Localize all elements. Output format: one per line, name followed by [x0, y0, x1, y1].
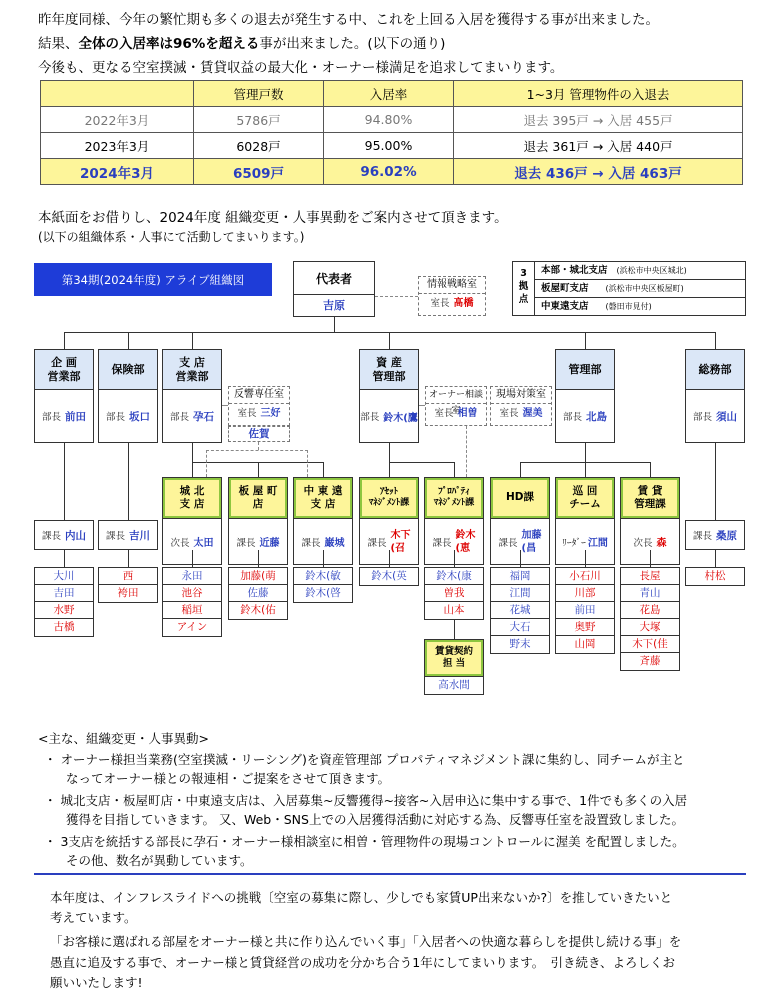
note-line: その他、数名が異動しています。	[66, 853, 253, 868]
table-row-highlight: 2024年3月 6509戸 96.02% 退去 436戸 → 入居 463戸	[41, 159, 743, 185]
sub-office-owner: オーナー相談室 室長 相曽	[425, 386, 487, 426]
strategy-office: 情報戦略室 室長 髙橋	[418, 276, 486, 316]
notes-heading: <主な、組織変更・人事異動>	[38, 731, 209, 746]
members-junkai: 小石川 川部 前田 奥野 山岡	[555, 567, 615, 654]
intro-line-1: 昨年度同様、今年の繁忙期も多くの退去が発生する中、これを上回る入居を獲得する事が出来ました。	[38, 12, 659, 28]
members-johoku: 永田 池谷 稲垣 アイン	[162, 567, 222, 637]
section-johoku: 城 北 支 店 次長 太田	[162, 477, 222, 565]
contract-box: 賃貸契約 担 当 高水間	[424, 639, 484, 695]
members-itaya: 加藤(萌 佐藤 鈴木(佑	[228, 567, 288, 620]
table-header-row: 管理戸数 入居率 1~3月 管理物件の入退去	[41, 81, 743, 107]
members-asset: 鈴木(英	[359, 567, 419, 586]
bases-box: 3 拠 点 本部・城北支店 (浜松市中央区城北) 板屋町支店 (浜松市中央区板屋町) 中東遠支店 (磐田市見付)	[512, 261, 746, 316]
section-hd: HD課 課長 加藤 (昌	[490, 477, 550, 565]
intro-line-3: 今後も、更なる空室撲滅・賃貸収益の最大化・オーナー様満足を追求してまいります。	[38, 60, 564, 76]
closing-line: 考えています。	[50, 910, 137, 925]
members-somu: 村松	[685, 567, 745, 586]
hoken-manager: 課長 吉川	[98, 520, 158, 550]
members-hd: 福岡 江間 花城 大石 野末	[490, 567, 550, 654]
dept-somu: 総務部 部長 須山	[685, 349, 745, 443]
section-property: ﾌﾟﾛﾊﾟﾃｨ ﾏﾈｼﾞﾒﾝﾄ課 課長 鈴木 (恵	[424, 477, 484, 565]
somu-manager: 課長 桑原	[685, 520, 745, 550]
org-intro-line-2: (以下の組織体系・人事にて活動してまいります。)	[38, 230, 305, 244]
sub-office-hankyo-member: 佐賀	[228, 426, 290, 442]
dept-shisan: 資 産 管理部 部長 鈴木(鷹	[359, 349, 419, 443]
closing-line: 愚直に追及する事で、オーナー様と賃貸経営の成功を分かち合う1年にしてまいります。 引き続き、よろしくお	[50, 955, 675, 970]
kikaku-manager: 課長 内山	[34, 520, 94, 550]
closing-line: 「お客様に選ばれる部屋をオーナー様と共に作り込んでいく事」「入居者への快適な暮らしを提供し続ける事」を	[50, 934, 682, 949]
closing-line: 願いいたします!	[50, 975, 143, 990]
members-chutoen: 鈴木(敏 鈴木(啓	[293, 567, 353, 603]
org-intro-line-1: 本紙面をお借りし、2024年度 組織変更・人事異動をご案内させて頂きます。	[38, 210, 508, 226]
section-asset: ｱｾｯﾄ ﾏﾈｼﾞﾒﾝﾄ課 課長 木下 (召	[359, 477, 419, 565]
note-line: なってオーナー様との報連相・ご提案をさせて頂きます。	[66, 771, 391, 786]
note-line: ・ 3支店を統括する部長に孕石・オーナー様相談室に相曽・管理物件の現場コントロールに渥美 を配置しました。	[44, 834, 685, 849]
section-chutoen: 中 東 遠 支 店 課長 巌城	[293, 477, 353, 565]
section-itaya: 板 屋 町 店 課長 近藤	[228, 477, 288, 565]
note-line: ・ オーナー様担当業務(空室撲滅・リーシング)を資産管理部 プロパティマネジメント課に集約し、同チームが主と	[44, 752, 685, 767]
section-junkai: 巡 回 チーム ﾘｰﾀﾞｰ 江間	[555, 477, 615, 565]
members-chintai: 長屋 青山 花島 大塚 木下(佳 斉藤	[620, 567, 680, 671]
divider	[34, 873, 746, 875]
intro-line-2: 結果、全体の入居率は96%を超える事が出来ました。(以下の通り)	[38, 36, 446, 52]
dept-kikaku: 企 画 営業部 部長 前田	[34, 349, 94, 443]
occupancy-table	[40, 80, 743, 185]
org-chart-title: 第34期(2024年度) アライブ組織図	[34, 263, 272, 296]
dept-hoken: 保険部 部長 坂口	[98, 349, 158, 443]
closing-line: 本年度は、インフレスライドへの挑戦〔空室の募集に際し、少しでも家賃UP出来ないか?〕を推していきたいと	[50, 890, 673, 905]
members-property: 鈴木(康 曽我 山本	[424, 567, 484, 620]
table-row: 2022年3月 5786戸 94.80% 退去 395戸 → 入居 455戸	[41, 107, 743, 133]
members-kikaku: 大川 吉田 水野 古橋	[34, 567, 94, 637]
section-chintai: 賃 貸 管理課 次長 森	[620, 477, 680, 565]
sub-office-genba: 現場対策室 室長 渥美	[490, 386, 552, 426]
table-row: 2023年3月 6028戸 95.00% 退去 361戸 → 入居 440戸	[41, 133, 743, 159]
ceo-box: 代表者 吉原	[293, 261, 375, 317]
members-hoken: 西 袴田	[98, 567, 158, 603]
dept-shiten: 支 店 営業部 部長 孕石	[162, 349, 222, 443]
note-line: ・ 城北支店・板屋町店・中東遠支店は、入居募集~反響獲得~接客~入居申込に集中する事で、1件でも多くの入居	[44, 793, 688, 808]
note-line: 獲得を目指していきます。 又、Web・SNS上での入居獲得活動に対応する為、反響専任室を設置致しました。	[66, 812, 684, 827]
sub-office-hankyo: 反響専任室 室長 三好	[228, 386, 290, 426]
dept-kanri: 管理部 部長 北島	[555, 349, 615, 443]
